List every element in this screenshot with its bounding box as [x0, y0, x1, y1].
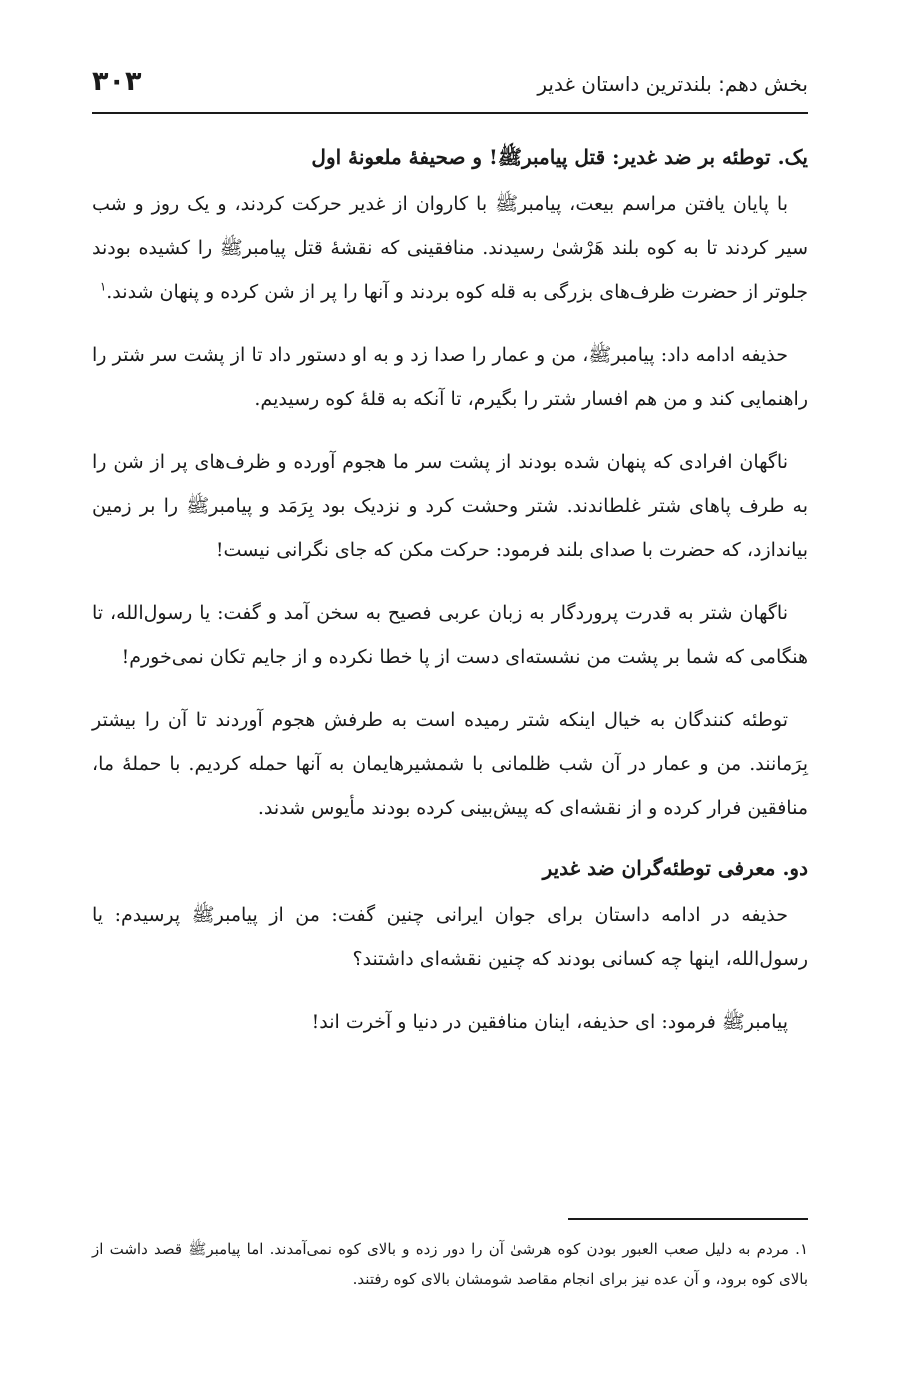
footnote-divider: [568, 1218, 808, 1220]
paragraph: حذیفه در ادامه داستان برای جوان ایرانی چنین گفت: من از پیامبرﷺ پرسیدم: یا رسول‌الله، اینها چه کسانی بودند که چنین نقشه‌ای داشتند؟: [92, 904, 808, 970]
footnotes: [92, 1218, 808, 1294]
paragraph: ناگهان افرادی که پنهان شده بودند از پشت سر ما هجوم آورده و ظرف‌های پر از شن را به طرف پاهای شتر غلطاندند. شتر وحشت کرد و نزدیک بود بِرَمَد و پیامبرﷺ را بر زمین بیاندازد، که حضرت با صدای بلند فرمود: حرکت مکن که جای نگرانی نیست!: [92, 451, 808, 561]
section-heading-2: دو. معرفی توطئه‌گران ضد غدیر: [542, 856, 808, 880]
footnote-1: ۱. مردم به دلیل صعب العبور بودن کوه هرشیٰ آن را دور زده و بالای کوه نمی‌آمدند. اما پیامبرﷺ قصد داشت از بالای کوه برود، و آن عده نیز برای انجام مقاصد شومشان بالای کوه رفتند.: [92, 1240, 808, 1288]
section-heading-1: یک. توطئه بر ضد غدیر: قتل پیامبرﷺ! و صحیفهٔ ملعونهٔ اول: [311, 145, 808, 169]
page-body: [92, 138, 808, 1044]
running-title: بخش دهم: بلندترین داستان غدیر: [537, 72, 808, 96]
paragraph: پیامبرﷺ فرمود: ای حذیفه، اینان منافقین در دنیا و آخرت اند!: [311, 1011, 788, 1033]
paragraph: توطئه کنندگان به خیال اینکه شتر رمیده است به طرفش هجوم آوردند تا آن را بیشتر بِرَمانند. من و عمار در آن شب ظلمانی با شمشیرهایمان به آنها حمله کردیم. با حملهٔ ما، منافقین فرار کرده و از نقشه‌ای که پیش‌بینی کرده بودند مأیوس شدند.: [92, 709, 808, 819]
paragraph-text: با پایان یافتن مراسم بیعت، پیامبرﷺ با کاروان از غدیر حرکت کردند، و یک روز و شب سیر کردند تا به کوه بلند هَرْشیٰ رسیدند. منافقینی که نقشهٔ قتل پیامبرﷺ را کشیده بودند جلوتر از حضرت ظرف‌های بزرگی به قله کوه بردند و آنها را پر از شن کرده و پنهان شدند.: [92, 193, 808, 303]
paragraph: [92, 182, 808, 314]
page-header: [92, 62, 808, 114]
page-number: ۳۰۳: [92, 66, 142, 97]
footnote-ref[interactable]: ۱: [99, 279, 107, 294]
paragraph: ناگهان شتر به قدرت پروردگار به زبان عربی فصیح به سخن آمد و گفت: یا رسول‌الله، تا هنگامی که شما بر پشت من نشسته‌ای دست از پا خطا نکرده و از جایم تکان نمی‌خورم!: [92, 602, 808, 668]
paragraph: حذیفه ادامه داد: پیامبرﷺ، من و عمار را صدا زد و به او دستور داد تا از پشت سر شتر را راهنمایی کند و من هم افسار شتر را بگیرم، تا آنکه به قلهٔ کوه رسیدیم.: [92, 344, 808, 410]
